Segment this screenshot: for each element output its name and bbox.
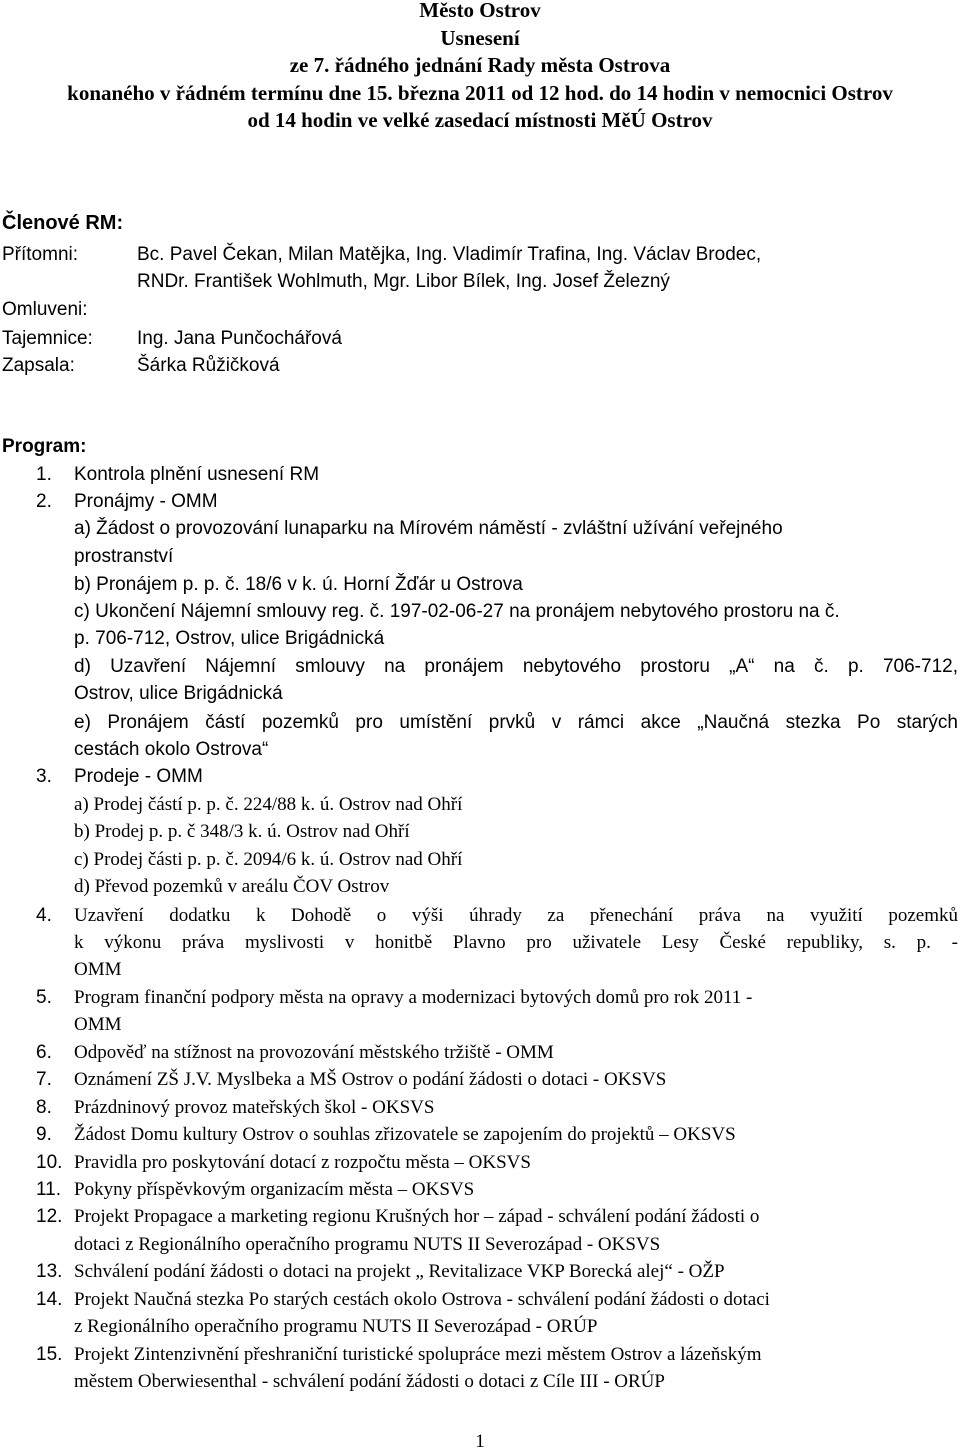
list-item: k výkonu práva myslivosti v honitbě Plavno pro uživatele Lesy České republiky, s. p. - (74, 932, 958, 953)
header-date-location: konaného v řádném termínu dne 15. března 2011 od 12 hod. do 14 hodin v nemocnici Ostrov (67, 80, 893, 105)
item-number: 4. (36, 905, 52, 926)
header-title: Usnesení (440, 25, 520, 50)
list-subitem: prostranství (74, 546, 174, 567)
item-number: 13. (36, 1261, 63, 1282)
item-number: 5. (36, 987, 52, 1008)
list-subitem: cestách okolo Ostrova“ (74, 739, 269, 760)
secretary-label: Tajemnice: (2, 328, 93, 349)
item-number: 14. (36, 1289, 63, 1310)
list-subitem: d) Uzavření Nájemní smlouvy na pronájem nebytového prostoru „A“ na č. p. 706-712, (74, 656, 958, 677)
list-subitem: b) Pronájem p. p. č. 18/6 v k. ú. Horní Žďár u Ostrova (74, 574, 523, 595)
item-number: 9. (36, 1124, 52, 1145)
list-item: Pravidla pro poskytování dotací z rozpočtu města – OKSVS (74, 1152, 531, 1173)
list-subitem: c) Prodej části p. p. č. 2094/6 k. ú. Ostrov nad Ohří (74, 849, 463, 870)
list-item: Projekt Propagace a marketing regionu Krušných hor – západ - schválení podání žádosti o (74, 1206, 760, 1227)
recorder-label: Zapsala: (2, 355, 75, 376)
present-label: Přítomni: (2, 244, 79, 265)
page-number: 1 (475, 1431, 485, 1452)
list-subitem: a) Žádost o provozování lunaparku na Mírovém náměstí - zvláštní užívání veřejného (74, 518, 783, 539)
list-item: Program finanční podpory města na opravy a modernizaci bytových domů pro rok 2011 - (74, 987, 753, 1008)
list-item: Pokyny příspěvkovým organizacím města – OKSVS (74, 1179, 475, 1200)
recorder-value: Šárka Růžičková (137, 355, 280, 376)
members-heading: Členové RM: (2, 212, 124, 234)
list-subitem: c) Ukončení Nájemní smlouvy reg. č. 197-02-06-27 na pronájem nebytového prostoru na č. (74, 601, 840, 622)
item-number: 2. (36, 491, 52, 512)
list-item: dotaci z Regionálního operačního programu NUTS II Severozápad - OKSVS (74, 1234, 661, 1255)
list-subitem: Ostrov, ulice Brigádnická (74, 683, 283, 704)
list-item: Uzavření dodatku k Dohodě o výši úhrady za přenechání práva na využití pozemků (74, 905, 958, 926)
item-number: 7. (36, 1069, 52, 1090)
item-number: 15. (36, 1344, 63, 1365)
header-location: od 14 hodin ve velké zasedací místnosti MěÚ Ostrov (247, 108, 713, 132)
document-header (0, 0, 960, 135)
item-number: 10. (36, 1152, 63, 1173)
present-value-line1: Bc. Pavel Čekan, Milan Matějka, Ing. Vladimír Trafina, Ing. Václav Brodec, (137, 244, 762, 265)
header-city: Město Ostrov (419, 0, 541, 22)
item-number: 3. (36, 766, 52, 787)
list-subitem: e) Pronájem částí pozemků pro umístění prvků v rámci akce „Naučná stezka Po starých (74, 712, 958, 733)
list-item: Oznámení ZŠ J.V. Myslbeka a MŠ Ostrov o podání žádosti o dotaci - OKSVS (74, 1069, 667, 1090)
list-item: Kontrola plnění usnesení RM (74, 464, 320, 485)
list-item: Projekt Zintenzivnění přeshraniční turistické spolupráce mezi městem Ostrov a lázeňským (74, 1344, 762, 1365)
list-subitem: d) Převod pozemků v areálu ČOV Ostrov (74, 876, 390, 897)
header-meeting: ze 7. řádného jednání Rady města Ostrova (289, 53, 671, 77)
item-number: 1. (36, 464, 52, 485)
list-subitem: b) Prodej p. p. č 348/3 k. ú. Ostrov nad Ohří (74, 821, 410, 842)
list-item: městem Oberwiesenthal - schválení podání žádosti o dotaci z Cíle III - ORÚP (74, 1371, 665, 1392)
item-number: 11. (36, 1179, 62, 1200)
list-subitem: p. 706-712, Ostrov, ulice Brigádnická (74, 628, 385, 649)
item-number: 8. (36, 1097, 52, 1118)
list-item: Pronájmy - OMM (74, 491, 218, 512)
list-item: Schválení podání žádosti o dotaci na projekt „ Revitalizace VKP Borecká alej“ - OŽP (74, 1261, 725, 1282)
secretary-value: Ing. Jana Punčochářová (137, 328, 342, 349)
item-number: 12. (36, 1206, 63, 1227)
present-value-line2: RNDr. František Wohlmuth, Mgr. Libor Bílek, Ing. Josef Železný (137, 271, 670, 292)
list-item: OMM (74, 959, 122, 980)
list-item: Žádost Domu kultury Ostrov o souhlas zřizovatele se zapojením do projektů – OKSVS (74, 1124, 736, 1145)
item-number: 6. (36, 1042, 52, 1063)
program-heading: Program: (2, 436, 87, 457)
excused-label: Omluveni: (2, 299, 88, 320)
list-item: OMM (74, 1014, 122, 1035)
list-subitem: a) Prodej částí p. p. č. 224/88 k. ú. Ostrov nad Ohří (74, 794, 463, 815)
list-item: Prázdninový provoz mateřských škol - OKSVS (74, 1097, 435, 1118)
list-item: z Regionálního operačního programu NUTS II Severozápad - ORÚP (74, 1316, 598, 1337)
list-item: Prodeje - OMM (74, 766, 203, 787)
list-item: Projekt Naučná stezka Po starých cestách okolo Ostrova - schválení podání žádosti o dotaci (74, 1289, 770, 1310)
list-item: Odpověď na stížnost na provozování městského tržiště - OMM (74, 1042, 554, 1063)
